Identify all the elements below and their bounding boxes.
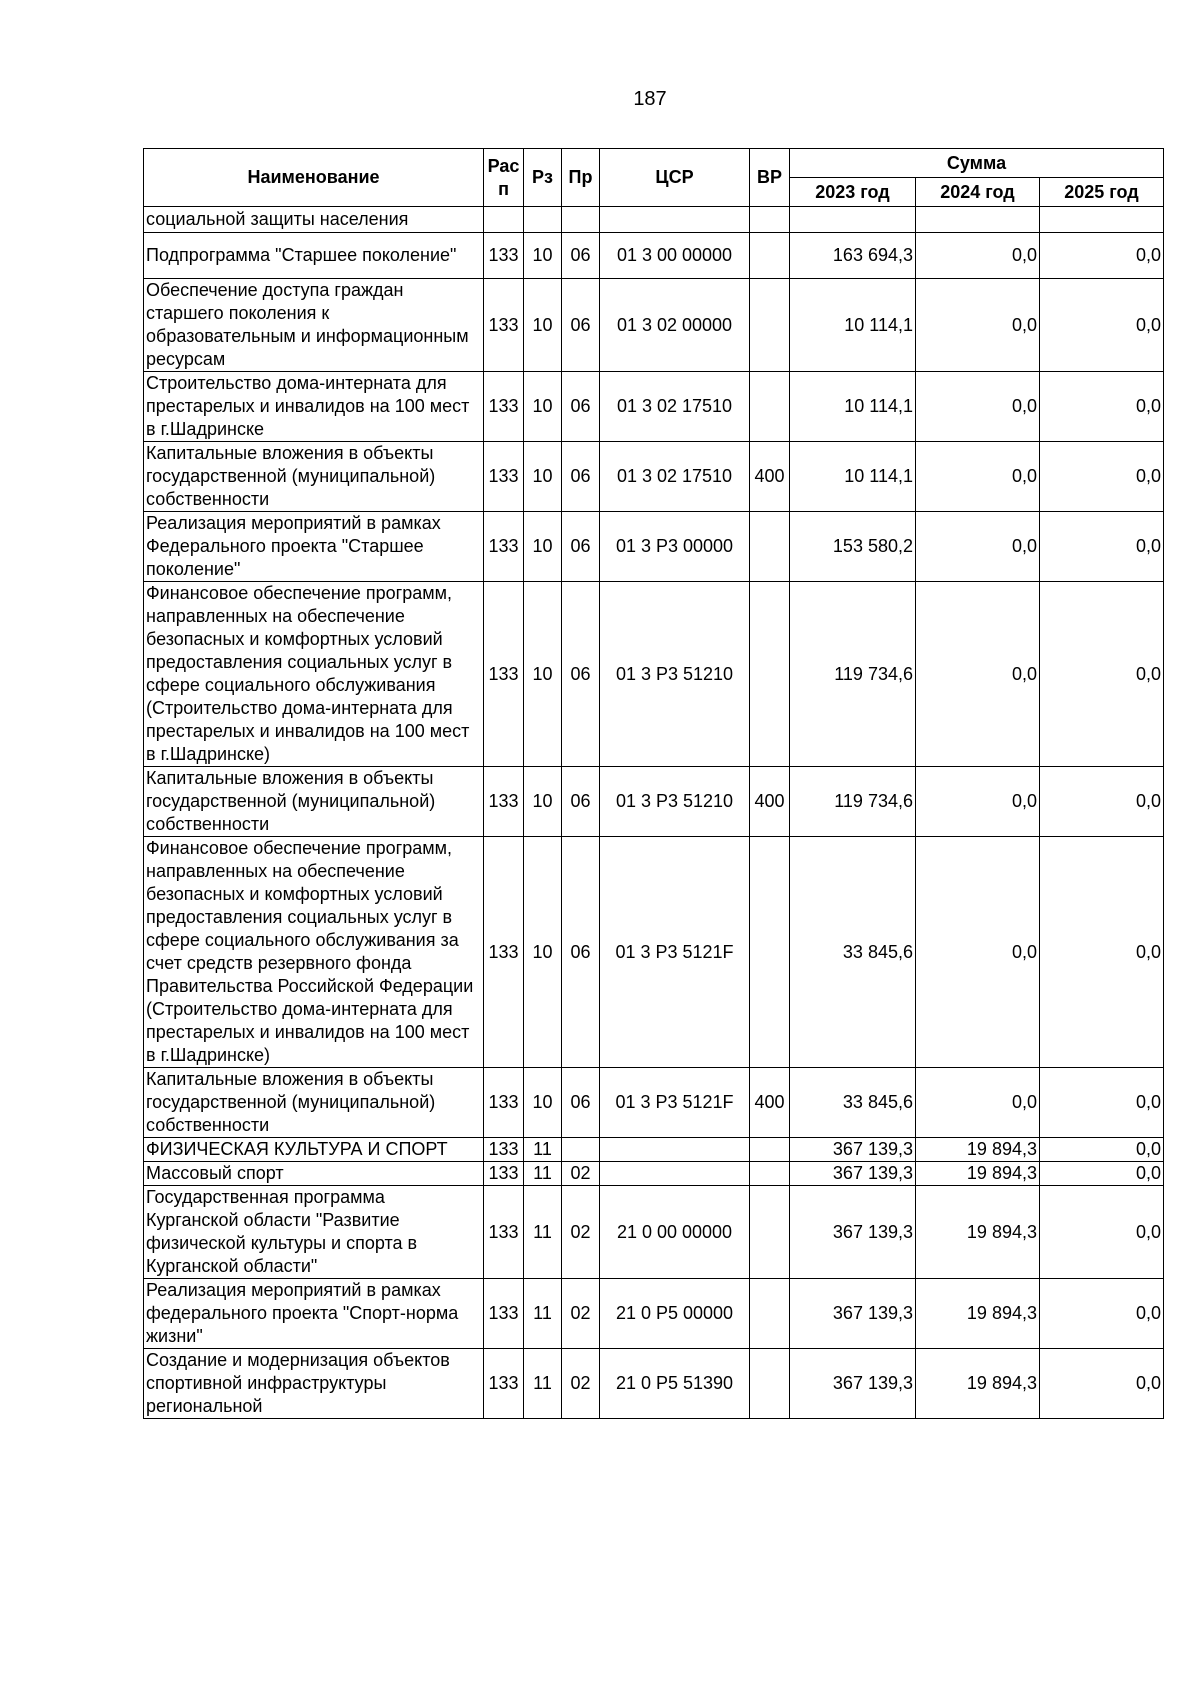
cell-2024: 19 894,3	[916, 1279, 1040, 1349]
cell-2023: 33 845,6	[790, 1068, 916, 1138]
cell-vr: 400	[750, 442, 790, 512]
cell-vr	[750, 1138, 790, 1162]
cell-rasp: 133	[484, 442, 524, 512]
cell-rz: 11	[524, 1138, 562, 1162]
page-number: 187	[633, 88, 667, 110]
cell-vr	[750, 233, 790, 279]
cell-name: ФИЗИЧЕСКАЯ КУЛЬТУРА И СПОРТ	[144, 1138, 484, 1162]
header-2023: 2023 год	[790, 178, 916, 207]
budget-table	[143, 148, 1164, 1419]
header-name: Наименование	[144, 149, 484, 207]
cell-2024	[916, 207, 1040, 233]
cell-rz: 10	[524, 372, 562, 442]
cell-pr	[562, 207, 600, 233]
cell-2024: 0,0	[916, 442, 1040, 512]
cell-2025: 0,0	[1040, 442, 1164, 512]
cell-2024: 0,0	[916, 279, 1040, 372]
cell-2023: 367 139,3	[790, 1162, 916, 1186]
cell-2024: 0,0	[916, 582, 1040, 767]
cell-csr: 01 3 P3 51210	[600, 767, 750, 837]
cell-name: Финансовое обеспечение программ, направленных на обеспечение безопасных и комфортных условий предоставления социальных услуг в сфере социального обслуживания за счет средств резервного фонда Правительства Российской Федерации (Строительство дома-интерната для престарелых и инвалидов на 100 мест в г.Шадринске)	[144, 837, 484, 1068]
cell-pr: 06	[562, 233, 600, 279]
cell-csr	[600, 207, 750, 233]
cell-2023	[790, 207, 916, 233]
cell-csr: 01 3 P3 5121F	[600, 1068, 750, 1138]
cell-2025: 0,0	[1040, 372, 1164, 442]
cell-rasp: 133	[484, 512, 524, 582]
header-vr: ВР	[750, 149, 790, 207]
header-rasp: Рас п	[484, 149, 524, 207]
table-row	[144, 582, 1164, 767]
cell-rasp: 133	[484, 372, 524, 442]
cell-csr: 21 0 P5 00000	[600, 1279, 750, 1349]
cell-2023: 367 139,3	[790, 1186, 916, 1279]
table-row	[144, 1279, 1164, 1349]
cell-pr: 06	[562, 837, 600, 1068]
cell-rz: 10	[524, 279, 562, 372]
header-sum: Сумма	[790, 149, 1164, 178]
cell-vr	[750, 1279, 790, 1349]
cell-rz: 10	[524, 512, 562, 582]
cell-2024: 0,0	[916, 837, 1040, 1068]
table-row	[144, 233, 1164, 279]
table-row	[144, 442, 1164, 512]
cell-pr	[562, 1138, 600, 1162]
cell-pr: 02	[562, 1279, 600, 1349]
cell-rasp: 133	[484, 1279, 524, 1349]
cell-name: Капитальные вложения в объекты государственной (муниципальной) собственности	[144, 442, 484, 512]
table-row	[144, 1349, 1164, 1419]
cell-rz: 11	[524, 1279, 562, 1349]
table-row	[144, 372, 1164, 442]
cell-name: Создание и модернизация объектов спортивной инфраструктуры региональной	[144, 1349, 484, 1419]
cell-pr: 06	[562, 1068, 600, 1138]
cell-rz: 11	[524, 1186, 562, 1279]
cell-rz: 10	[524, 582, 562, 767]
cell-2025: 0,0	[1040, 279, 1164, 372]
cell-pr: 06	[562, 582, 600, 767]
cell-vr: 400	[750, 1068, 790, 1138]
cell-name: Массовый спорт	[144, 1162, 484, 1186]
table-row	[144, 767, 1164, 837]
header-2024: 2024 год	[916, 178, 1040, 207]
cell-csr: 01 3 P3 00000	[600, 512, 750, 582]
cell-2024: 19 894,3	[916, 1138, 1040, 1162]
header-csr: ЦСР	[600, 149, 750, 207]
cell-rz: 10	[524, 442, 562, 512]
cell-rz: 10	[524, 767, 562, 837]
cell-pr: 02	[562, 1186, 600, 1279]
cell-2025: 0,0	[1040, 1186, 1164, 1279]
cell-pr: 06	[562, 372, 600, 442]
cell-vr: 400	[750, 767, 790, 837]
cell-2025: 0,0	[1040, 1068, 1164, 1138]
cell-2024: 0,0	[916, 512, 1040, 582]
cell-rasp: 133	[484, 767, 524, 837]
cell-2025: 0,0	[1040, 1279, 1164, 1349]
cell-name: Государственная программа Курганской области "Развитие физической культуры и спорта в Курганской области"	[144, 1186, 484, 1279]
cell-2024: 19 894,3	[916, 1162, 1040, 1186]
cell-rasp: 133	[484, 1162, 524, 1186]
cell-csr: 01 3 P3 51210	[600, 582, 750, 767]
cell-rasp: 133	[484, 279, 524, 372]
table-row	[144, 1162, 1164, 1186]
cell-2025: 0,0	[1040, 767, 1164, 837]
cell-name: Реализация мероприятий в рамках федерального проекта "Спорт-норма жизни"	[144, 1279, 484, 1349]
cell-2024: 0,0	[916, 767, 1040, 837]
cell-vr	[750, 207, 790, 233]
cell-rasp: 133	[484, 1068, 524, 1138]
cell-csr: 01 3 02 17510	[600, 442, 750, 512]
cell-vr	[750, 837, 790, 1068]
cell-csr: 01 3 P3 5121F	[600, 837, 750, 1068]
cell-2024: 0,0	[916, 233, 1040, 279]
cell-vr	[750, 582, 790, 767]
cell-rz: 10	[524, 233, 562, 279]
table-row	[144, 512, 1164, 582]
cell-csr: 21 0 00 00000	[600, 1186, 750, 1279]
cell-2025: 0,0	[1040, 837, 1164, 1068]
cell-2024: 19 894,3	[916, 1349, 1040, 1419]
cell-2024: 0,0	[916, 372, 1040, 442]
header-rz: Рз	[524, 149, 562, 207]
table-row	[144, 279, 1164, 372]
cell-2023: 119 734,6	[790, 767, 916, 837]
cell-name: Подпрограмма "Старшее поколение"	[144, 233, 484, 279]
cell-csr: 21 0 P5 51390	[600, 1349, 750, 1419]
cell-name: социальной защиты населения	[144, 207, 484, 233]
cell-rasp: 133	[484, 582, 524, 767]
cell-name: Капитальные вложения в объекты государственной (муниципальной) собственности	[144, 1068, 484, 1138]
cell-2023: 10 114,1	[790, 442, 916, 512]
cell-pr: 02	[562, 1349, 600, 1419]
cell-vr	[750, 372, 790, 442]
cell-2023: 367 139,3	[790, 1138, 916, 1162]
cell-2023: 367 139,3	[790, 1349, 916, 1419]
cell-2025: 0,0	[1040, 582, 1164, 767]
cell-name: Реализация мероприятий в рамках Федерального проекта "Старшее поколение"	[144, 512, 484, 582]
cell-pr: 06	[562, 442, 600, 512]
cell-2023: 33 845,6	[790, 837, 916, 1068]
table-row	[144, 1068, 1164, 1138]
cell-pr: 06	[562, 767, 600, 837]
cell-rasp: 133	[484, 1349, 524, 1419]
cell-vr	[750, 1162, 790, 1186]
table-row	[144, 1186, 1164, 1279]
header-row	[144, 149, 1164, 178]
cell-rasp: 133	[484, 837, 524, 1068]
cell-2025: 0,0	[1040, 512, 1164, 582]
cell-csr: 01 3 02 00000	[600, 279, 750, 372]
cell-2025: 0,0	[1040, 233, 1164, 279]
cell-rz: 11	[524, 1349, 562, 1419]
table-row	[144, 207, 1164, 233]
cell-rasp: 133	[484, 233, 524, 279]
cell-2023: 119 734,6	[790, 582, 916, 767]
cell-2024: 19 894,3	[916, 1186, 1040, 1279]
cell-2025: 0,0	[1040, 1349, 1164, 1419]
table-row	[144, 1138, 1164, 1162]
cell-2024: 0,0	[916, 1068, 1040, 1138]
table-row	[144, 837, 1164, 1068]
cell-rz: 10	[524, 1068, 562, 1138]
cell-rasp: 133	[484, 1186, 524, 1279]
cell-csr	[600, 1138, 750, 1162]
cell-name: Капитальные вложения в объекты государственной (муниципальной) собственности	[144, 767, 484, 837]
header-2025: 2025 год	[1040, 178, 1164, 207]
cell-2023: 163 694,3	[790, 233, 916, 279]
cell-2025	[1040, 207, 1164, 233]
cell-pr: 06	[562, 512, 600, 582]
cell-rz: 10	[524, 837, 562, 1068]
cell-2025: 0,0	[1040, 1162, 1164, 1186]
cell-2023: 10 114,1	[790, 279, 916, 372]
table-body	[144, 207, 1164, 1419]
cell-rasp: 133	[484, 1138, 524, 1162]
cell-name: Строительство дома-интерната для престарелых и инвалидов на 100 мест в г.Шадринске	[144, 372, 484, 442]
cell-vr	[750, 1186, 790, 1279]
cell-name: Обеспечение доступа граждан старшего поколения к образовательным и информационным ресурсам	[144, 279, 484, 372]
cell-rz: 11	[524, 1162, 562, 1186]
cell-csr: 01 3 00 00000	[600, 233, 750, 279]
cell-2023: 367 139,3	[790, 1279, 916, 1349]
cell-pr: 06	[562, 279, 600, 372]
cell-rasp	[484, 207, 524, 233]
cell-vr	[750, 1349, 790, 1419]
cell-2025: 0,0	[1040, 1138, 1164, 1162]
cell-2023: 10 114,1	[790, 372, 916, 442]
cell-csr	[600, 1162, 750, 1186]
cell-vr	[750, 279, 790, 372]
header-pr: Пр	[562, 149, 600, 207]
cell-pr: 02	[562, 1162, 600, 1186]
cell-2023: 153 580,2	[790, 512, 916, 582]
cell-name: Финансовое обеспечение программ, направленных на обеспечение безопасных и комфортных условий предоставления социальных услуг в сфере социального обслуживания (Строительство дома-интерната для престарелых и инвалидов на 100 мест в г.Шадринске)	[144, 582, 484, 767]
cell-rz	[524, 207, 562, 233]
cell-csr: 01 3 02 17510	[600, 372, 750, 442]
cell-vr	[750, 512, 790, 582]
